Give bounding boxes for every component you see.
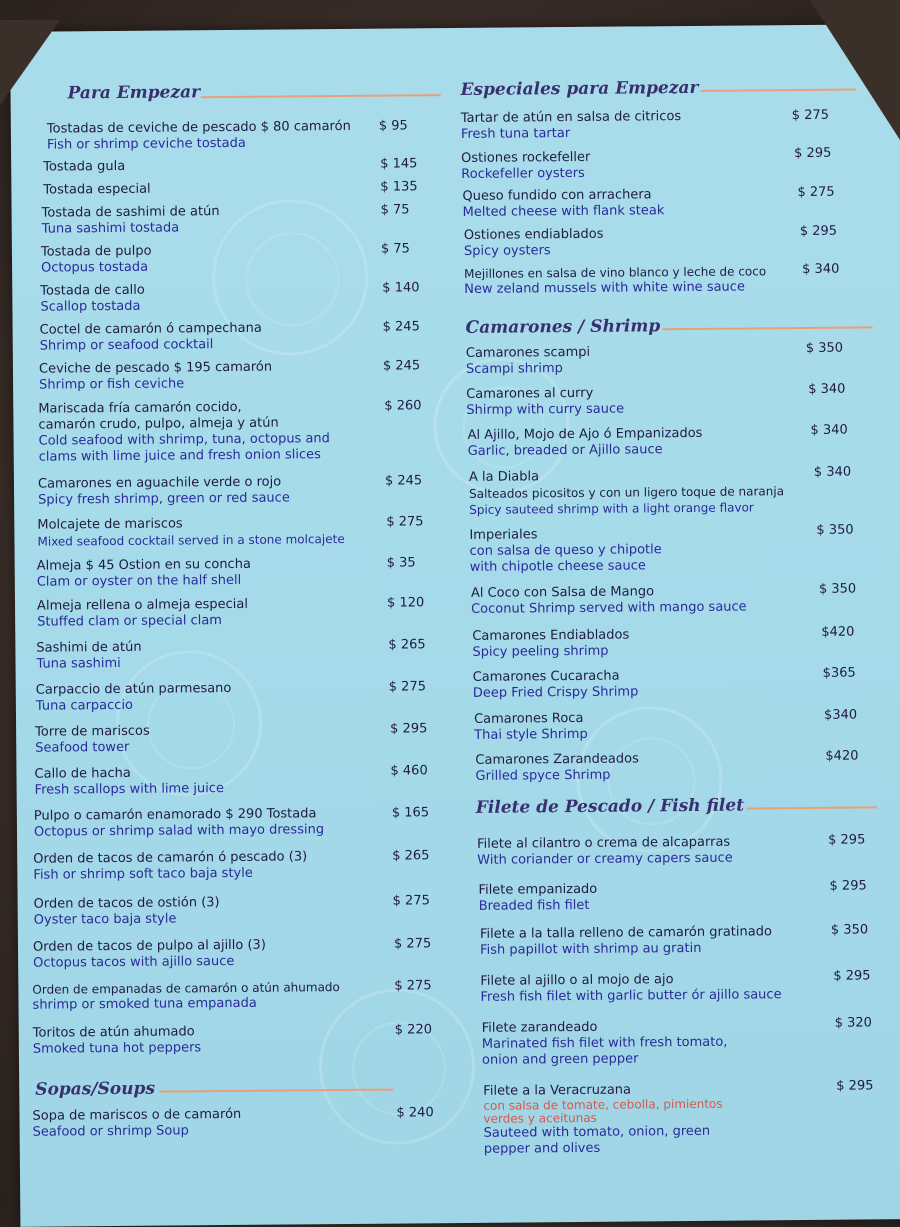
menu-item <box>32 1105 432 1140</box>
item-name-es: Ostiones rockefeller <box>461 149 591 166</box>
item-name-es: Sashimi de atún <box>36 639 142 656</box>
item-price: $ 260 <box>384 398 422 414</box>
item-price: $ 275 <box>388 679 427 695</box>
item-price: $ 275 <box>791 107 830 124</box>
item-name-en-line2: clams with lime juice and fresh onion slices <box>38 447 321 465</box>
item-price: $ 295 <box>833 968 871 984</box>
section-divider <box>747 806 877 809</box>
item-name-es-line2: Salteados picositos y con un ligero toque de naranja <box>469 484 785 501</box>
item-price: $ 350 <box>805 340 844 356</box>
item-price: $ 295 <box>799 223 838 240</box>
item-name-es: Camarones al curry <box>466 385 594 402</box>
item-name-es: Al Coco con Salsa de Mango <box>470 584 655 601</box>
item-price: $ 275 <box>394 978 432 994</box>
item-name-en: Fish or shrimp soft taco baja style <box>33 865 253 883</box>
menu-item <box>467 424 867 459</box>
menu-item <box>477 833 877 868</box>
item-name-en: Seafood tower <box>35 739 130 756</box>
item-price: $ 350 <box>816 522 854 538</box>
menu-item <box>480 970 880 1005</box>
item-name-es: Ostiones endiablados <box>463 226 604 243</box>
item-name-en: Oyster taco baja style <box>33 911 177 928</box>
menu-item <box>39 358 439 393</box>
item-name-en: Fresh scallops with lime juice <box>34 781 224 798</box>
item-name-es: Molcajete de mariscos <box>37 516 183 533</box>
item-name-en: Fish papillot with shrimp au gratin <box>479 940 702 958</box>
item-name-es: Camarones Cucaracha <box>472 668 620 685</box>
menu-item <box>38 473 438 508</box>
item-name-es: Callo de hacha <box>34 765 131 782</box>
item-price: $ 320 <box>834 1015 872 1031</box>
item-price: $ 240 <box>396 1105 434 1121</box>
section-title-sopas: Sopas/Soups <box>35 1078 156 1100</box>
section-divider <box>201 94 441 98</box>
section-title-para-empezar: Para Empezar <box>67 82 201 104</box>
item-name-es: Tostadas de ceviche de pescado $ 80 camarón <box>46 118 351 137</box>
menu-item <box>474 708 874 743</box>
item-name-es: Torre de mariscos <box>35 723 150 740</box>
item-name-en: Octopus tostada <box>41 259 149 276</box>
item-name-es: Mejillones en salsa de vino blanco y leche de coco <box>464 264 767 281</box>
item-description-es: con salsa de tomate, cebolla, pimientos <box>483 1096 723 1113</box>
menu-item <box>472 625 872 660</box>
item-price: $ 220 <box>394 1022 433 1038</box>
item-name-en: Grilled spyce Shrimp <box>475 767 611 784</box>
item-price: $420 <box>825 748 859 764</box>
menu-item <box>466 383 866 418</box>
item-name-es: Coctel de camarón ó campechana <box>39 320 262 338</box>
item-name-en-line2: pepper and olives <box>483 1140 601 1157</box>
item-name-en: shrimp or smoked tuna empanada <box>32 995 257 1013</box>
item-price: $ 340 <box>810 422 848 438</box>
item-name-en: Seafood or shrimp Soup <box>32 1123 189 1140</box>
item-name-en: Melted cheese with flank steak <box>462 203 665 220</box>
item-name-en: Fresh fish filet with garlic butter ór ajillo sauce <box>480 987 782 1005</box>
menu-item <box>38 398 439 465</box>
item-name-es: Camarones Endiablados <box>472 627 630 644</box>
item-price: $ 145 <box>380 156 418 172</box>
item-name-es: Orden de empanadas de camarón o atún ahumado <box>32 980 340 997</box>
item-name-es: Filete zarandeado <box>481 1019 598 1036</box>
item-name-es: Orden de tacos de ostión (3) <box>33 895 220 912</box>
menu-item <box>478 879 878 914</box>
item-name-en: Scallop tostada <box>40 298 141 315</box>
item-name-en: Deep Fried Crispy Shrimp <box>472 684 639 701</box>
item-price: $ 75 <box>380 202 410 218</box>
item-name-en: Tuna carpaccio <box>35 697 134 714</box>
item-name-es: Filete a la Veracruzana <box>483 1082 632 1099</box>
menu-item <box>37 514 437 549</box>
menu-item <box>34 763 434 798</box>
item-name-es: Tostada de callo <box>40 282 145 299</box>
item-name-es: Imperiales <box>469 527 538 543</box>
menu-item <box>475 749 875 784</box>
menu-item <box>36 637 436 672</box>
menu-item <box>36 679 436 714</box>
item-name-es: Filete a la talla relleno de camarón gratinado <box>479 924 772 942</box>
item-name-en: Spicy oysters <box>463 243 551 259</box>
item-price: $ 295 <box>794 145 832 162</box>
item-price: $ 460 <box>390 763 428 779</box>
section-divider <box>663 326 873 330</box>
menu-item <box>483 1080 884 1157</box>
item-price: $ 265 <box>388 637 426 653</box>
item-price: $ 340 <box>813 464 852 480</box>
item-name-en: Garlic, breaded or Ajillo sauce <box>467 442 663 459</box>
item-name-es: Camarones Zarandeados <box>475 751 639 768</box>
menu-item <box>33 1022 433 1057</box>
item-price: $ 295 <box>390 721 428 737</box>
item-price: $ 295 <box>828 832 866 848</box>
menu-item <box>482 1017 882 1068</box>
item-name-es: Al Ajillo, Mojo de Ajo ó Empanizados <box>467 425 703 443</box>
item-price: $ 140 <box>382 280 420 296</box>
item-name-en: Cold seafood with shrimp, tuna, octopus and <box>38 431 330 449</box>
item-name-es: Pulpo o camarón enamorado $ 290 Tostada <box>33 806 317 824</box>
menu-item <box>480 923 880 958</box>
item-name-es: Filete al cilantro o crema de alcaparras <box>477 834 731 852</box>
item-name-es: Filete empanizado <box>478 881 598 898</box>
item-name-en: Fish or shrimp ceviche tostada <box>46 135 246 153</box>
menu-item <box>473 666 873 701</box>
item-name-en: Sauteed with tomato, onion, green <box>483 1123 711 1141</box>
menu-item <box>469 466 869 517</box>
item-name-es: Sopa de mariscos o de camarón <box>32 1106 242 1124</box>
item-price: $ 295 <box>836 1078 874 1094</box>
item-name-en: Coconut Shrimp served with mango sauce <box>471 599 747 617</box>
item-price: $ 275 <box>797 184 835 201</box>
item-name-en: Rockefeller oysters <box>461 165 585 182</box>
item-name-es: Ceviche de pescado $ 195 camarón <box>38 359 273 377</box>
item-name-en: Fresh tuna tartar <box>460 126 571 142</box>
section-title-especiales: Especiales para Empezar <box>460 77 699 100</box>
item-price: $ 245 <box>384 473 423 489</box>
item-price: $ 135 <box>380 179 418 195</box>
item-name-es: Camarones en aguachile verde o rojo <box>37 474 282 492</box>
item-name-en: Smoked tuna hot peppers <box>32 1040 202 1057</box>
item-price: $ 275 <box>392 893 430 909</box>
menu-item <box>35 721 435 756</box>
item-name-es: Tostada de sashimi de atún <box>41 204 220 221</box>
item-name-en: Scampi shrimp <box>465 361 563 377</box>
item-name-en: with chipotle cheese sauce <box>469 558 646 575</box>
menu-item <box>33 848 433 883</box>
item-name-en: Shirmp with curry sauce <box>466 401 625 418</box>
item-name-en: Thai style Shrimp <box>474 726 588 743</box>
item-name-es-line2: camarón crudo, pulpo, almeja y atún <box>38 415 279 433</box>
item-name-es: Tostada especial <box>43 181 151 198</box>
item-price: $340 <box>823 707 858 723</box>
menu-item <box>32 978 432 1013</box>
item-name-es: Tostada de pulpo <box>40 243 152 260</box>
item-name-es: Orden de tacos de pulpo al ajillo (3) <box>32 937 266 955</box>
item-name-en: With coriander or creamy capers sauce <box>477 850 733 868</box>
item-name-es: Carpaccio de atún parmesano <box>35 680 232 698</box>
item-description-es-line2: verdes y aceitunas <box>483 1110 597 1126</box>
item-price: $ 275 <box>386 514 424 530</box>
item-name-en: Shrimp or fish ceviche <box>39 376 185 393</box>
menu-item <box>34 805 434 840</box>
item-name-en: Octopus or shrimp salad with mayo dressing <box>33 822 325 840</box>
menu-item <box>34 893 434 928</box>
item-name-en: Clam or oyster on the half shell <box>36 572 242 590</box>
item-price: $ 245 <box>382 319 420 335</box>
item-name-en: Tuna sashimi tostada <box>41 220 180 237</box>
item-name-es: Filete al ajillo o al mojo de ajo <box>480 972 674 989</box>
item-price: $ 350 <box>818 581 857 597</box>
item-name-en: Spicy fresh shrimp, green or red sauce <box>38 490 290 508</box>
menu-item <box>40 280 440 315</box>
item-name-en: Spicy sauteed shrimp with a light orange flavor <box>469 500 754 517</box>
item-price: $ 245 <box>382 358 421 374</box>
item-price: $ 295 <box>829 878 867 894</box>
menu-holder-corner <box>0 20 60 105</box>
menu-item <box>37 555 437 590</box>
menu-item <box>469 524 869 575</box>
item-price: $ 350 <box>830 922 869 938</box>
item-name-en-line2: onion and green pepper <box>481 1051 639 1068</box>
item-name-es: Tartar de atún en salsa de citricos <box>460 109 682 126</box>
item-price: $ 275 <box>393 936 432 952</box>
item-price: $ 120 <box>386 595 425 611</box>
item-name-es: Camarones scampi <box>465 344 591 361</box>
item-name-en: Spicy peeling shrimp <box>472 643 609 660</box>
section-title-filete: Filete de Pescado / Fish filet <box>475 795 745 818</box>
item-name-es: Almeja rellena o almeja especial <box>36 596 248 614</box>
item-name-es-line2: con salsa de queso y chipotle <box>469 542 662 559</box>
item-price: $ 95 <box>378 118 408 134</box>
item-name-en: Mixed seafood cocktail served in a stone molcajete <box>37 531 345 549</box>
item-price: $420 <box>821 624 855 640</box>
item-name-es: Queso fundido con arrachera <box>462 187 652 204</box>
item-name-en: Stuffed clam or special clam <box>37 613 222 630</box>
item-price: $ 75 <box>380 241 410 257</box>
item-name-es: A la Diabla <box>468 469 540 485</box>
item-name-es: Almeja $ 45 Ostion en su concha <box>36 556 251 574</box>
item-name-en: Tuna sashimi <box>36 655 121 672</box>
item-name-es: Orden de tacos de camarón ó pescado (3) <box>33 849 308 867</box>
item-name-es: Mariscada fría camarón cocido, <box>38 399 242 417</box>
menu-holder-corner <box>810 0 900 140</box>
item-price: $ 340 <box>802 261 840 277</box>
item-price: $ 35 <box>386 555 416 571</box>
item-name-en: Shrimp or seafood cocktail <box>39 337 214 354</box>
item-price: $ 265 <box>392 848 430 864</box>
menu-page <box>10 24 900 1227</box>
item-price: $ 165 <box>391 805 430 821</box>
menu-item <box>33 936 433 971</box>
item-name-en: Octopus tacos with ajillo sauce <box>33 953 235 971</box>
menu-item <box>471 582 871 617</box>
item-name-en: Marinated fish filet with fresh tomato, <box>481 1034 728 1052</box>
item-price: $365 <box>822 665 856 681</box>
item-name-en: New zeland mussels with white wine sauce <box>464 279 745 297</box>
menu-item <box>40 319 440 354</box>
item-name-es: Toritos de atún ahumado <box>32 1024 195 1041</box>
menu-item <box>37 595 437 630</box>
item-name-es: Camarones Roca <box>473 710 584 727</box>
item-name-es: Tostada gula <box>43 158 126 175</box>
item-price: $ 340 <box>808 381 846 397</box>
item-name-en: Breaded fish filet <box>478 897 590 914</box>
section-title-camarones: Camarones / Shrimp <box>465 316 661 338</box>
